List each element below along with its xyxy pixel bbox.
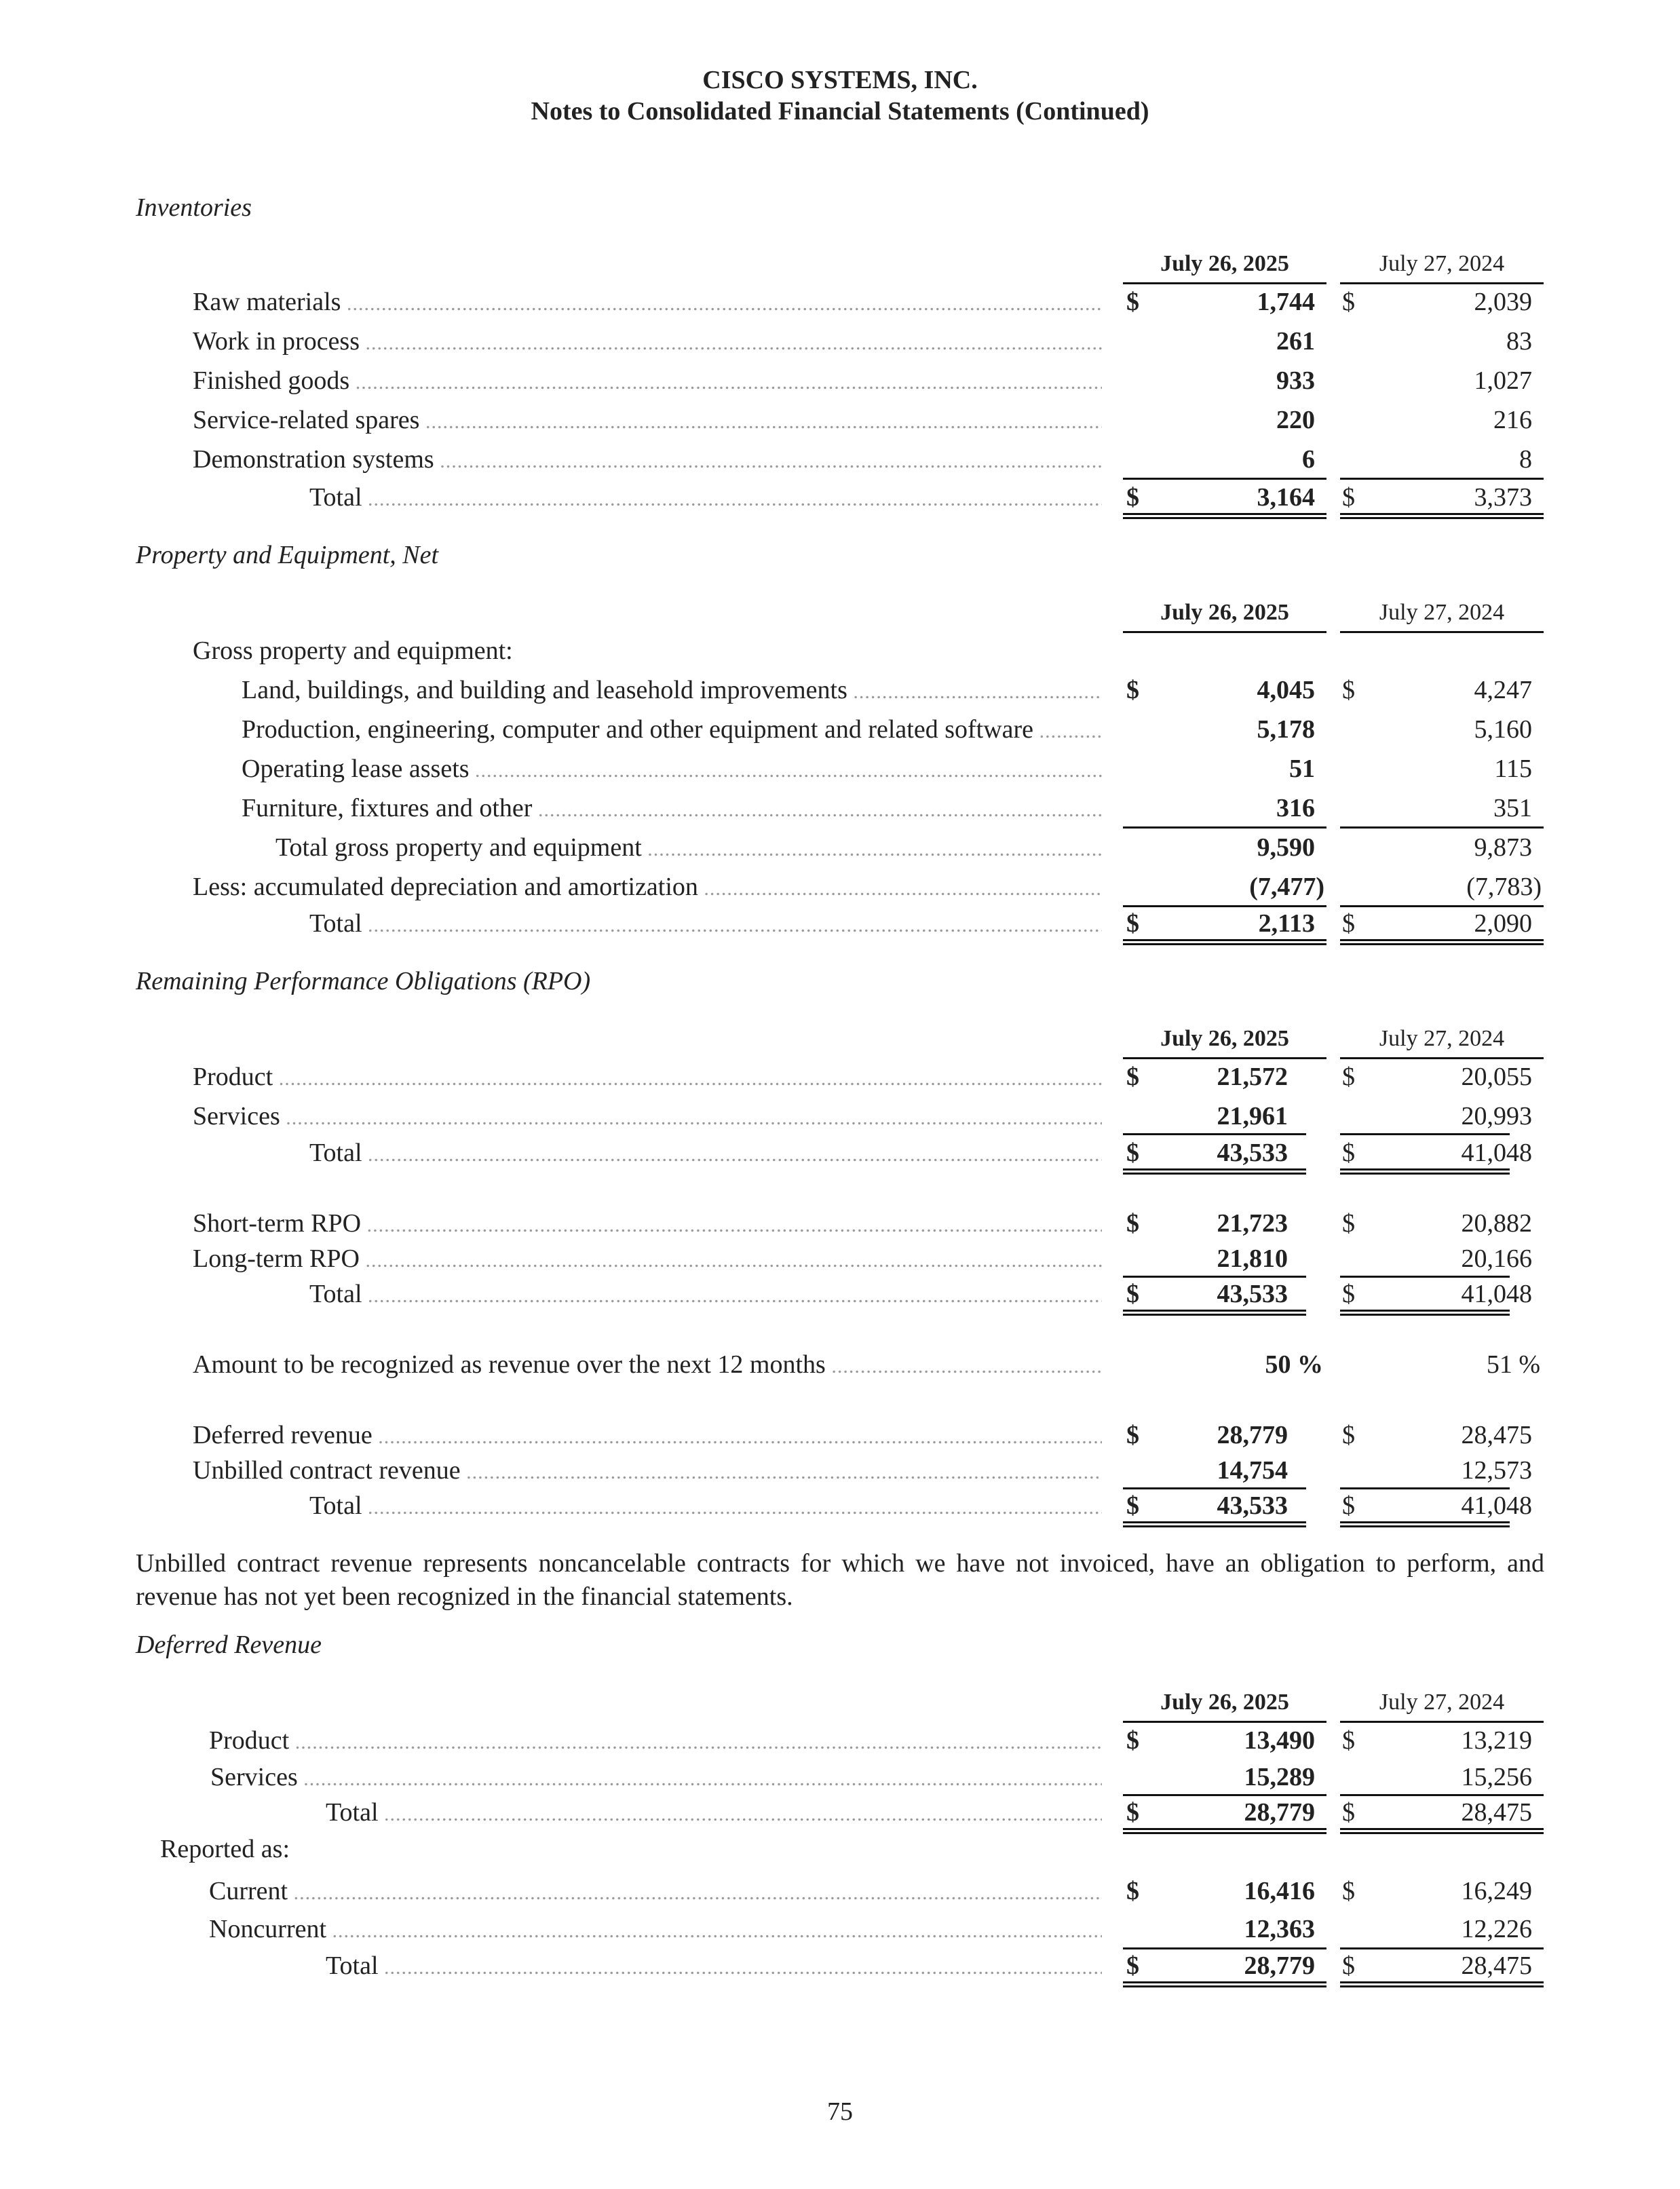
row-label: Short-term RPO .....	[193, 1206, 1102, 1240]
table-row	[0, 442, 1680, 476]
value-prior: 83	[1506, 327, 1532, 356]
total-double-rule	[1123, 513, 1326, 519]
table-row	[0, 791, 1680, 825]
value-prior: 51 %	[1486, 1350, 1540, 1379]
group-label: Reported as:	[160, 1835, 290, 1863]
table-row-total	[0, 1277, 1680, 1311]
column-header-prior: July 27, 2024	[1379, 1690, 1505, 1715]
currency-sign: $	[1342, 483, 1355, 512]
value-current: 21,961	[1217, 1102, 1288, 1130]
value-prior: 115	[1494, 755, 1532, 783]
value-current: 28,779	[1244, 1798, 1315, 1827]
value-prior: 351	[1493, 794, 1532, 822]
document-subtitle: Notes to Consolidated Financial Statements (Continued)	[531, 97, 1149, 126]
table-row-total	[0, 1489, 1680, 1523]
table-row	[0, 403, 1680, 437]
value-prior: 1,027	[1474, 366, 1532, 395]
value-current: 21,572	[1217, 1063, 1288, 1091]
value-prior: 28,475	[1461, 1952, 1532, 1980]
section-title-property-equipment: Property and Equipment, Net	[136, 541, 439, 569]
table-row	[0, 1418, 1680, 1452]
column-header-current: July 26, 2025	[1160, 1026, 1289, 1051]
table-row	[0, 1099, 1680, 1133]
value-prior: 16,249	[1461, 1877, 1532, 1905]
value-current: 2,113	[1258, 909, 1315, 938]
row-label: Operating lease assets .....	[242, 752, 1102, 786]
value-current: 4,045	[1257, 676, 1315, 704]
row-label: Total gross property and equipment .....	[275, 831, 1102, 864]
table-row	[0, 1874, 1680, 1908]
value-prior: 12,226	[1461, 1915, 1532, 1943]
value-prior: 13,219	[1461, 1726, 1532, 1755]
subtotal-rule	[1340, 478, 1544, 480]
section-title-rpo: Remaining Performance Obligations (RPO)	[136, 967, 591, 995]
value-current: 220	[1276, 406, 1315, 434]
table-row	[0, 324, 1680, 358]
company-name: CISCO SYSTEMS, INC.	[702, 66, 978, 94]
row-label: Total .....	[326, 1795, 1102, 1829]
row-label: Less: accumulated depreciation and amortization .....	[193, 870, 1102, 904]
column-header-current: July 26, 2025	[1160, 251, 1289, 276]
value-current: 933	[1276, 366, 1315, 395]
value-prior: 8	[1519, 445, 1532, 474]
value-current: 43,533	[1217, 1280, 1288, 1308]
table-row	[0, 752, 1680, 786]
subtotal-rule	[1123, 478, 1326, 480]
currency-sign: $	[1342, 676, 1355, 704]
value-current: 14,754	[1217, 1456, 1288, 1485]
value-prior: 20,993	[1461, 1102, 1532, 1130]
value-current: 15,289	[1244, 1763, 1315, 1791]
value-current: 3,164	[1257, 483, 1315, 512]
table-row	[0, 1453, 1680, 1487]
row-label: Total .....	[309, 480, 1102, 514]
value-prior: 216	[1493, 406, 1532, 434]
row-label: Current .....	[209, 1874, 1102, 1908]
total-double-rule	[1123, 1521, 1306, 1527]
currency-sign: $	[1342, 1798, 1355, 1827]
total-double-rule	[1340, 1828, 1544, 1834]
column-header-prior: July 27, 2024	[1379, 251, 1505, 276]
table-row	[0, 1060, 1680, 1094]
table-row	[0, 1206, 1680, 1240]
currency-sign: $	[1342, 1421, 1355, 1449]
table-row	[0, 1912, 1680, 1946]
header-underline	[1123, 282, 1326, 284]
table-row-total	[0, 1136, 1680, 1170]
total-double-rule	[1340, 1521, 1510, 1527]
header-underline	[1340, 1721, 1544, 1723]
value-prior: 2,090	[1474, 909, 1532, 938]
value-current: 1,744	[1257, 288, 1315, 316]
row-label: Unbilled contract revenue .....	[193, 1453, 1102, 1487]
value-prior: 41,048	[1461, 1280, 1532, 1308]
table-row	[0, 712, 1680, 746]
currency-sign: $	[1342, 1139, 1355, 1167]
currency-sign: $	[1126, 1952, 1139, 1980]
value-current: 28,779	[1217, 1421, 1288, 1449]
value-current: 12,363	[1244, 1915, 1315, 1943]
column-header-current: July 26, 2025	[1160, 1690, 1289, 1715]
currency-sign: $	[1126, 1209, 1139, 1238]
row-label: Total .....	[326, 1949, 1102, 1983]
currency-sign: $	[1126, 483, 1139, 512]
value-prior: 28,475	[1461, 1798, 1532, 1827]
table-row	[0, 870, 1680, 904]
currency-sign: $	[1342, 1491, 1355, 1520]
column-header-prior: July 27, 2024	[1379, 1026, 1505, 1051]
value-prior: 4,247	[1474, 676, 1532, 704]
currency-sign: $	[1342, 1952, 1355, 1980]
value-current: 50 %	[1265, 1350, 1323, 1379]
subtotal-rule	[1340, 826, 1544, 829]
value-prior: 5,160	[1474, 715, 1532, 744]
total-double-rule	[1123, 1981, 1326, 1987]
total-double-rule	[1123, 1168, 1306, 1175]
value-current: 316	[1276, 794, 1315, 822]
table-row-subtotal	[0, 831, 1680, 864]
value-current: 28,779	[1244, 1952, 1315, 1980]
row-label: Product .....	[209, 1724, 1102, 1757]
value-current: 43,533	[1217, 1491, 1288, 1520]
currency-sign: $	[1126, 1063, 1139, 1091]
value-current: 16,416	[1244, 1877, 1315, 1905]
header-underline	[1340, 282, 1544, 284]
table-row-total	[0, 907, 1680, 940]
section-title-deferred-revenue: Deferred Revenue	[136, 1631, 322, 1659]
value-current: 21,810	[1217, 1244, 1288, 1273]
subtotal-rule	[1340, 1133, 1510, 1135]
value-prior: 41,048	[1461, 1491, 1532, 1520]
value-prior: 2,039	[1474, 288, 1532, 316]
value-current: 21,723	[1217, 1209, 1288, 1238]
value-current: (7,477)	[1249, 873, 1324, 901]
header-underline	[1123, 1057, 1326, 1059]
row-label: Raw materials .....	[193, 285, 1102, 319]
value-current: 51	[1289, 755, 1315, 783]
row-label: Work in process .....	[193, 324, 1102, 358]
value-prior: 20,166	[1461, 1244, 1532, 1273]
value-prior: 28,475	[1461, 1421, 1532, 1449]
currency-sign: $	[1342, 1280, 1355, 1308]
currency-sign: $	[1126, 288, 1139, 316]
total-double-rule	[1340, 1310, 1510, 1316]
row-label: Finished goods .....	[193, 364, 1102, 398]
total-double-rule	[1340, 1981, 1544, 1987]
currency-sign: $	[1342, 1726, 1355, 1755]
table-row	[0, 1348, 1680, 1382]
row-label: Furniture, fixtures and other .....	[242, 791, 1102, 825]
currency-sign: $	[1126, 909, 1139, 938]
value-current: 6	[1302, 445, 1315, 474]
currency-sign: $	[1126, 1280, 1139, 1308]
row-label: Amount to be recognized as revenue over the next 12 months .....	[193, 1348, 1102, 1382]
total-double-rule	[1123, 1310, 1306, 1316]
row-label: Land, buildings, and building and leasehold improvements .....	[242, 673, 1102, 707]
total-double-rule	[1340, 1168, 1510, 1175]
table-row-total	[0, 1795, 1680, 1829]
value-current: 43,533	[1217, 1139, 1288, 1167]
row-label: Noncurrent .....	[209, 1912, 1102, 1946]
row-label: Deferred revenue .....	[193, 1418, 1102, 1452]
currency-sign: $	[1342, 288, 1355, 316]
currency-sign: $	[1342, 1877, 1355, 1905]
column-header-current: July 26, 2025	[1160, 600, 1289, 625]
table-row	[0, 673, 1680, 707]
total-double-rule	[1123, 1828, 1326, 1834]
total-double-rule	[1340, 513, 1544, 519]
table-row	[0, 364, 1680, 398]
header-underline	[1340, 1057, 1544, 1059]
value-prior: 9,873	[1474, 833, 1532, 862]
currency-sign: $	[1126, 676, 1139, 704]
value-prior: 20,055	[1461, 1063, 1532, 1091]
currency-sign: $	[1126, 1798, 1139, 1827]
table-row	[0, 285, 1680, 319]
total-double-rule	[1340, 939, 1544, 945]
value-current: 261	[1276, 327, 1315, 356]
header-underline	[1340, 631, 1544, 633]
value-prior: 15,256	[1461, 1763, 1532, 1791]
row-label: Service-related spares .....	[193, 403, 1102, 437]
currency-sign: $	[1126, 1139, 1139, 1167]
value-prior: (7,783)	[1466, 873, 1542, 901]
header-underline	[1123, 631, 1326, 633]
row-label: Services .....	[210, 1760, 1102, 1794]
subtotal-rule	[1123, 1133, 1306, 1135]
column-header-prior: July 27, 2024	[1379, 600, 1505, 625]
group-label: Gross property and equipment:	[193, 636, 513, 665]
currency-sign: $	[1342, 1063, 1355, 1091]
row-label: Total .....	[309, 1277, 1102, 1311]
total-double-rule	[1123, 939, 1326, 945]
value-current: 5,178	[1257, 715, 1315, 744]
row-label: Long-term RPO .....	[193, 1242, 1102, 1276]
table-row	[0, 1760, 1680, 1794]
row-label: Total .....	[309, 907, 1102, 940]
subtotal-rule	[1123, 826, 1326, 829]
value-prior: 20,882	[1461, 1209, 1532, 1238]
unbilled-revenue-note: Unbilled contract revenue represents noncancelable contracts for which we have not invoiced, have an obligation to perform, and revenue has not yet been recognized in the financial statements.	[136, 1549, 1544, 1611]
row-label: Total .....	[309, 1489, 1102, 1523]
value-prior: 12,573	[1461, 1456, 1532, 1485]
value-prior: 3,373	[1474, 483, 1532, 512]
value-current: 9,590	[1257, 833, 1315, 862]
table-row	[0, 1724, 1680, 1757]
currency-sign: $	[1126, 1726, 1139, 1755]
currency-sign: $	[1126, 1877, 1139, 1905]
currency-sign: $	[1342, 909, 1355, 938]
currency-sign: $	[1126, 1491, 1139, 1520]
table-row-total	[0, 1949, 1680, 1983]
row-label: Total .....	[309, 1136, 1102, 1170]
table-row-total	[0, 480, 1680, 514]
row-label: Services .....	[193, 1099, 1102, 1133]
table-row	[0, 1242, 1680, 1276]
row-label: Product .....	[193, 1060, 1102, 1094]
row-label: Production, engineering, computer and other equipment and related software .....	[242, 712, 1102, 746]
row-label: Demonstration systems .....	[193, 442, 1102, 476]
currency-sign: $	[1342, 1209, 1355, 1238]
page-number: 75	[827, 2097, 853, 2126]
header-underline	[1123, 1721, 1326, 1723]
value-prior: 41,048	[1461, 1139, 1532, 1167]
currency-sign: $	[1126, 1421, 1139, 1449]
section-title-inventories: Inventories	[136, 193, 252, 222]
value-current: 13,490	[1244, 1726, 1315, 1755]
